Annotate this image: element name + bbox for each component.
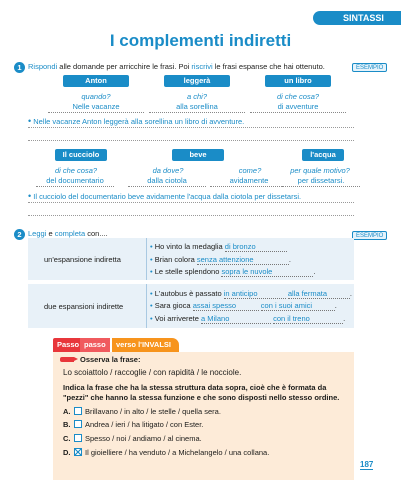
exercise-2-number: 2 (14, 229, 25, 240)
exercise-1-instruction (28, 62, 325, 71)
option-text: Brillavano / in alto / le stelle / quella sera. (85, 407, 221, 416)
observe-label: Osserva la frase: (80, 355, 141, 364)
row-divider (146, 238, 147, 280)
table2-answer[interactable]: dalla ciotola (128, 176, 206, 187)
table1-answer[interactable]: alla sorellina (149, 102, 245, 113)
exercise-1-number: 1 (14, 62, 25, 73)
option-checkbox[interactable] (74, 434, 82, 442)
fill-blank[interactable]: di bronzo (225, 242, 287, 252)
instruction-verb: Leggi (28, 229, 47, 238)
table2-question: di che cosa? (54, 166, 98, 175)
rewritten-sentence-1[interactable]: • Nelle vacanze Anton leggerà alla sorellina un libro di avventure. (28, 116, 245, 126)
row2-item[interactable]: • Sara gioca assai spesso con i suoi amici . (150, 301, 337, 310)
fill-blank[interactable]: con i suoi amici (261, 301, 335, 311)
answer-line (28, 140, 354, 141)
item-text: Voi arriverete (154, 314, 199, 323)
row1-item[interactable]: • Brian colora senza attenzione . (150, 255, 291, 264)
sentence-text: Nelle vacanze Anton leggerà alla sorellina un libro di avventure. (33, 117, 245, 126)
option-text: Spesso / noi / andiamo / al cinema. (85, 434, 202, 443)
model-sentence: Lo scoiattolo / raccoglie / con rapidità / le nocciole. (63, 368, 242, 377)
item-text: Sara gioca (154, 301, 191, 310)
option-text: Andrea / ieri / ha litigato / con Ester. (85, 420, 204, 429)
table2-answer[interactable]: per dissetarsi. (282, 176, 360, 187)
check-x-icon (74, 448, 82, 456)
row-divider (146, 284, 147, 328)
option-letter: A. (63, 407, 71, 416)
table2-question: come? (238, 166, 262, 175)
invalsi-question: Indica la frase che ha la stessa struttura data sopra, cioè che è formata da "pezzi" che hanno la stessa funzione e che sono disposti nello stesso ordine. (63, 383, 340, 402)
answer-line (28, 127, 354, 128)
table1-header: un libro (265, 75, 331, 87)
instruction-text: alle domande per arricchire le frasi. Poi (57, 62, 192, 71)
instruction-text: con.... (85, 229, 108, 238)
option-checkbox[interactable] (74, 420, 82, 428)
table1-header: Anton (63, 75, 129, 87)
fill-blank[interactable]: alla fermata (288, 289, 350, 299)
item-end: . (288, 255, 291, 264)
row2-item[interactable]: • Voi arriverete a Milano con il treno . (150, 314, 346, 323)
section-badge: SINTASSI (313, 11, 401, 25)
table1-answer[interactable]: di avventure (250, 102, 346, 113)
item-end: . (343, 314, 346, 323)
option-checkbox[interactable] (74, 407, 82, 415)
option-letter: C. (63, 434, 71, 443)
table2-answer[interactable]: del documentario (36, 176, 114, 187)
invalsi-tag-passo: passo (80, 338, 110, 352)
esempio-tag: ESEMPIO (352, 63, 387, 72)
exercise-2-instruction (28, 229, 108, 238)
fill-blank[interactable]: a Milano (201, 314, 271, 324)
fill-blank[interactable]: senza attenzione (197, 255, 289, 265)
item-text: Ho vinto la medaglia (154, 242, 223, 251)
invalsi-tag-passo: Passo (53, 338, 83, 352)
invalsi-tag-title: verso l'INVALSI (112, 338, 179, 352)
pencil-icon (60, 357, 74, 362)
item-end: . (313, 267, 316, 276)
row-label: un'espansione indiretta (44, 255, 121, 264)
answer-line (28, 215, 354, 216)
item-text: Brian colora (154, 255, 195, 264)
instruction-text: le frasi espanse che hai ottenuto. (212, 62, 325, 71)
page-number: 187 (360, 460, 374, 469)
fill-blank[interactable]: in anticipo (224, 289, 286, 299)
table2-header: beve (172, 149, 224, 161)
item-text: Le stelle splendono (154, 267, 220, 276)
row1-item[interactable]: • Ho vinto la medaglia di bronzo (150, 242, 287, 252)
option-letter: D. (63, 448, 71, 457)
table2-header: l'acqua (302, 149, 344, 161)
page-title: I complementi indiretti (109, 31, 292, 50)
esempio-tag: ESEMPIO (352, 231, 387, 240)
fill-blank[interactable]: assai spesso (193, 301, 259, 311)
instruction-verb: Rispondi (28, 62, 58, 71)
table1-answer[interactable]: Nelle vacanze (48, 102, 144, 113)
table2-question: da dove? (152, 166, 184, 175)
item-text: L'autobus è passato (154, 289, 222, 298)
option-text: Il gioielliere / ha venduto / a Michelangelo / una collana. (85, 448, 270, 457)
fill-blank[interactable]: con il treno (273, 314, 343, 324)
row-label: due espansioni indirette (44, 302, 124, 311)
fill-blank[interactable]: sopra le nuvole (221, 267, 313, 277)
option-checkbox-checked[interactable] (74, 448, 82, 456)
item-end: . (334, 301, 337, 310)
sentence-text: Il cucciolo del documentario beve avidamente l'acqua dalla ciotola per dissetarsi. (33, 192, 302, 201)
table1-question: quando? (81, 92, 111, 101)
instruction-verb: completa (54, 229, 86, 238)
table1-question: di che cosa? (276, 92, 320, 101)
row1-item[interactable]: • Le stelle splendono sopra le nuvole . (150, 267, 316, 276)
instruction-text: e (46, 229, 55, 238)
table1-question: a chi? (186, 92, 207, 101)
rewritten-sentence-2[interactable]: • Il cucciolo del documentario beve avidamente l'acqua dalla ciotola per dissetarsi. (28, 191, 302, 201)
instruction-verb: riscrivi (191, 62, 213, 71)
option-letter: B. (63, 420, 71, 429)
table2-answer[interactable]: avidamente (210, 176, 288, 187)
table2-header: Il cucciolo (55, 149, 107, 161)
answer-line (28, 202, 354, 203)
row2-item[interactable]: • L'autobus è passato in anticipo alla fermata . (150, 289, 352, 298)
item-end: . (349, 289, 352, 298)
table1-header: leggerà (164, 75, 230, 87)
table2-question: per quale motivo? (290, 166, 350, 175)
